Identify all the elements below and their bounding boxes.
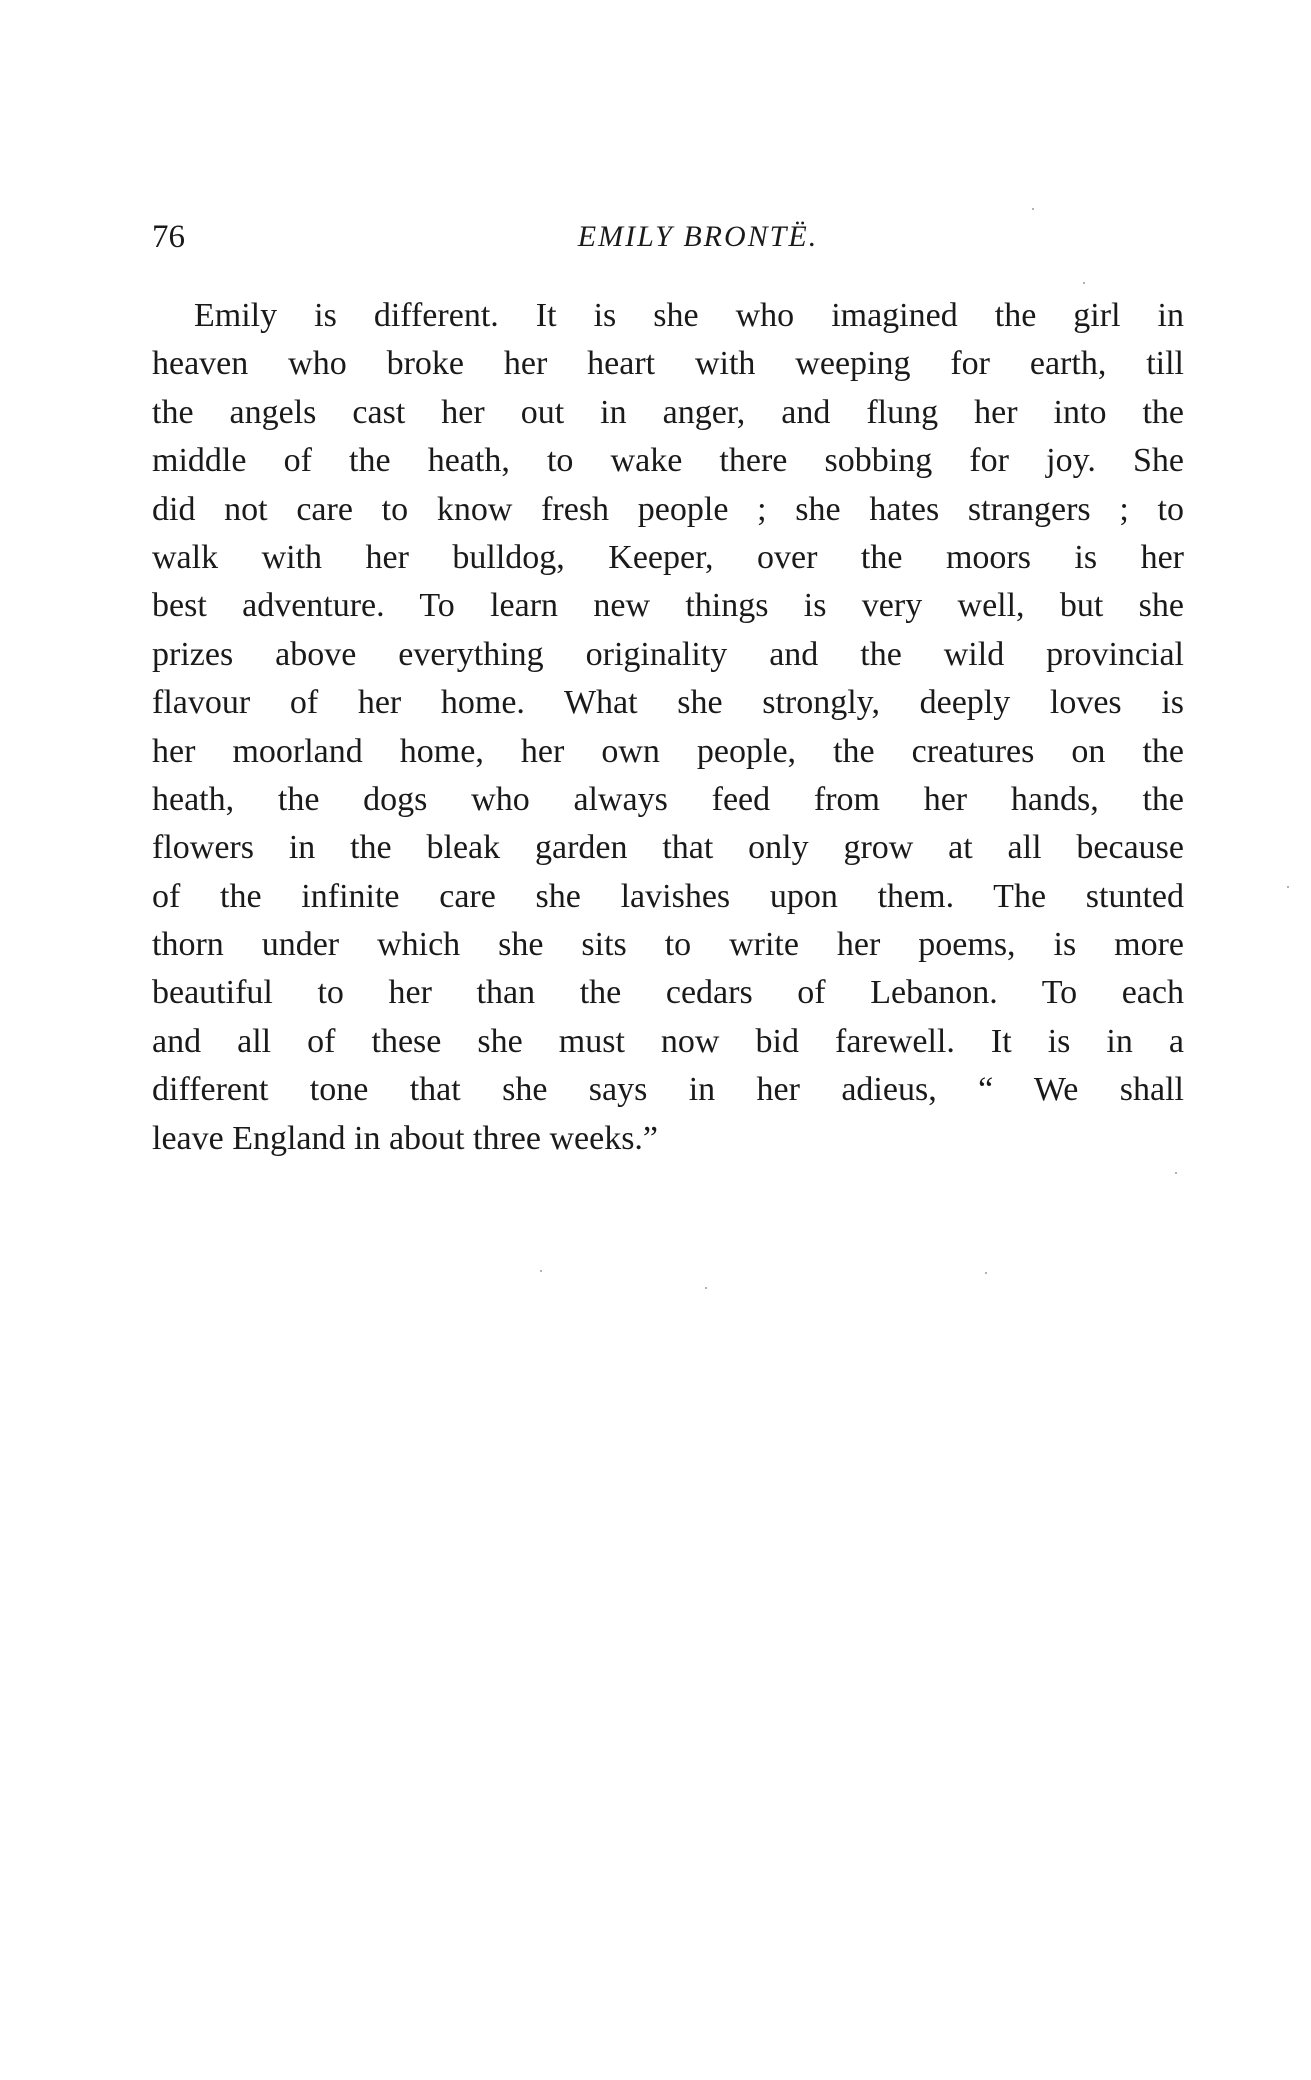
text-line: heaven who broke her heart with weeping for earth, till (152, 345, 1184, 383)
text-line: heath, the dogs who always feed from her hands, the (152, 780, 1184, 818)
text-line: middle of the heath, to wake there sobbing for joy. She (152, 442, 1184, 480)
text-line: best adventure. To learn new things is very well, but she (152, 587, 1184, 625)
page-number: 76 (152, 219, 185, 255)
running-head (152, 212, 1184, 262)
paper-speck (985, 1272, 987, 1274)
text-line: flavour of her home. What she strongly, deeply loves is (152, 684, 1184, 722)
paper-speck (705, 1287, 707, 1289)
paper-speck (1287, 886, 1289, 888)
text-line: beautiful to her than the cedars of Lebanon. To each (152, 974, 1184, 1012)
text-line: thorn under which she sits to write her poems, is more (152, 926, 1184, 964)
text-line: of the infinite care she lavishes upon them. The stunted (152, 877, 1184, 915)
text-line: flowers in the bleak garden that only grow at all because (152, 829, 1184, 867)
text-line: leave England in about three weeks.” (152, 1119, 659, 1157)
paper-speck (540, 1270, 542, 1272)
text-line: different tone that she says in her adieus, “ We shall (152, 1071, 1184, 1109)
text-line: walk with her bulldog, Keeper, over the moors is her (152, 538, 1184, 576)
text-line: and all of these she must now bid farewell. It is in a (152, 1022, 1184, 1060)
text-line: Emily is different. It is she who imagined the girl in (194, 297, 1184, 334)
running-title: EMILY BRONTË. (577, 220, 819, 253)
text-line: her moorland home, her own people, the creatures on the (152, 732, 1184, 770)
body-paragraph (152, 292, 1184, 1163)
text-line: did not care to know fresh people ; she hates strangers ; to (152, 490, 1184, 528)
paper-speck (1083, 282, 1085, 284)
paper-speck (1032, 208, 1034, 210)
paper-speck (1175, 1172, 1177, 1174)
text-line: prizes above everything originality and the wild provincial (152, 635, 1184, 673)
text-line: the angels cast her out in anger, and flung her into the (152, 393, 1184, 431)
